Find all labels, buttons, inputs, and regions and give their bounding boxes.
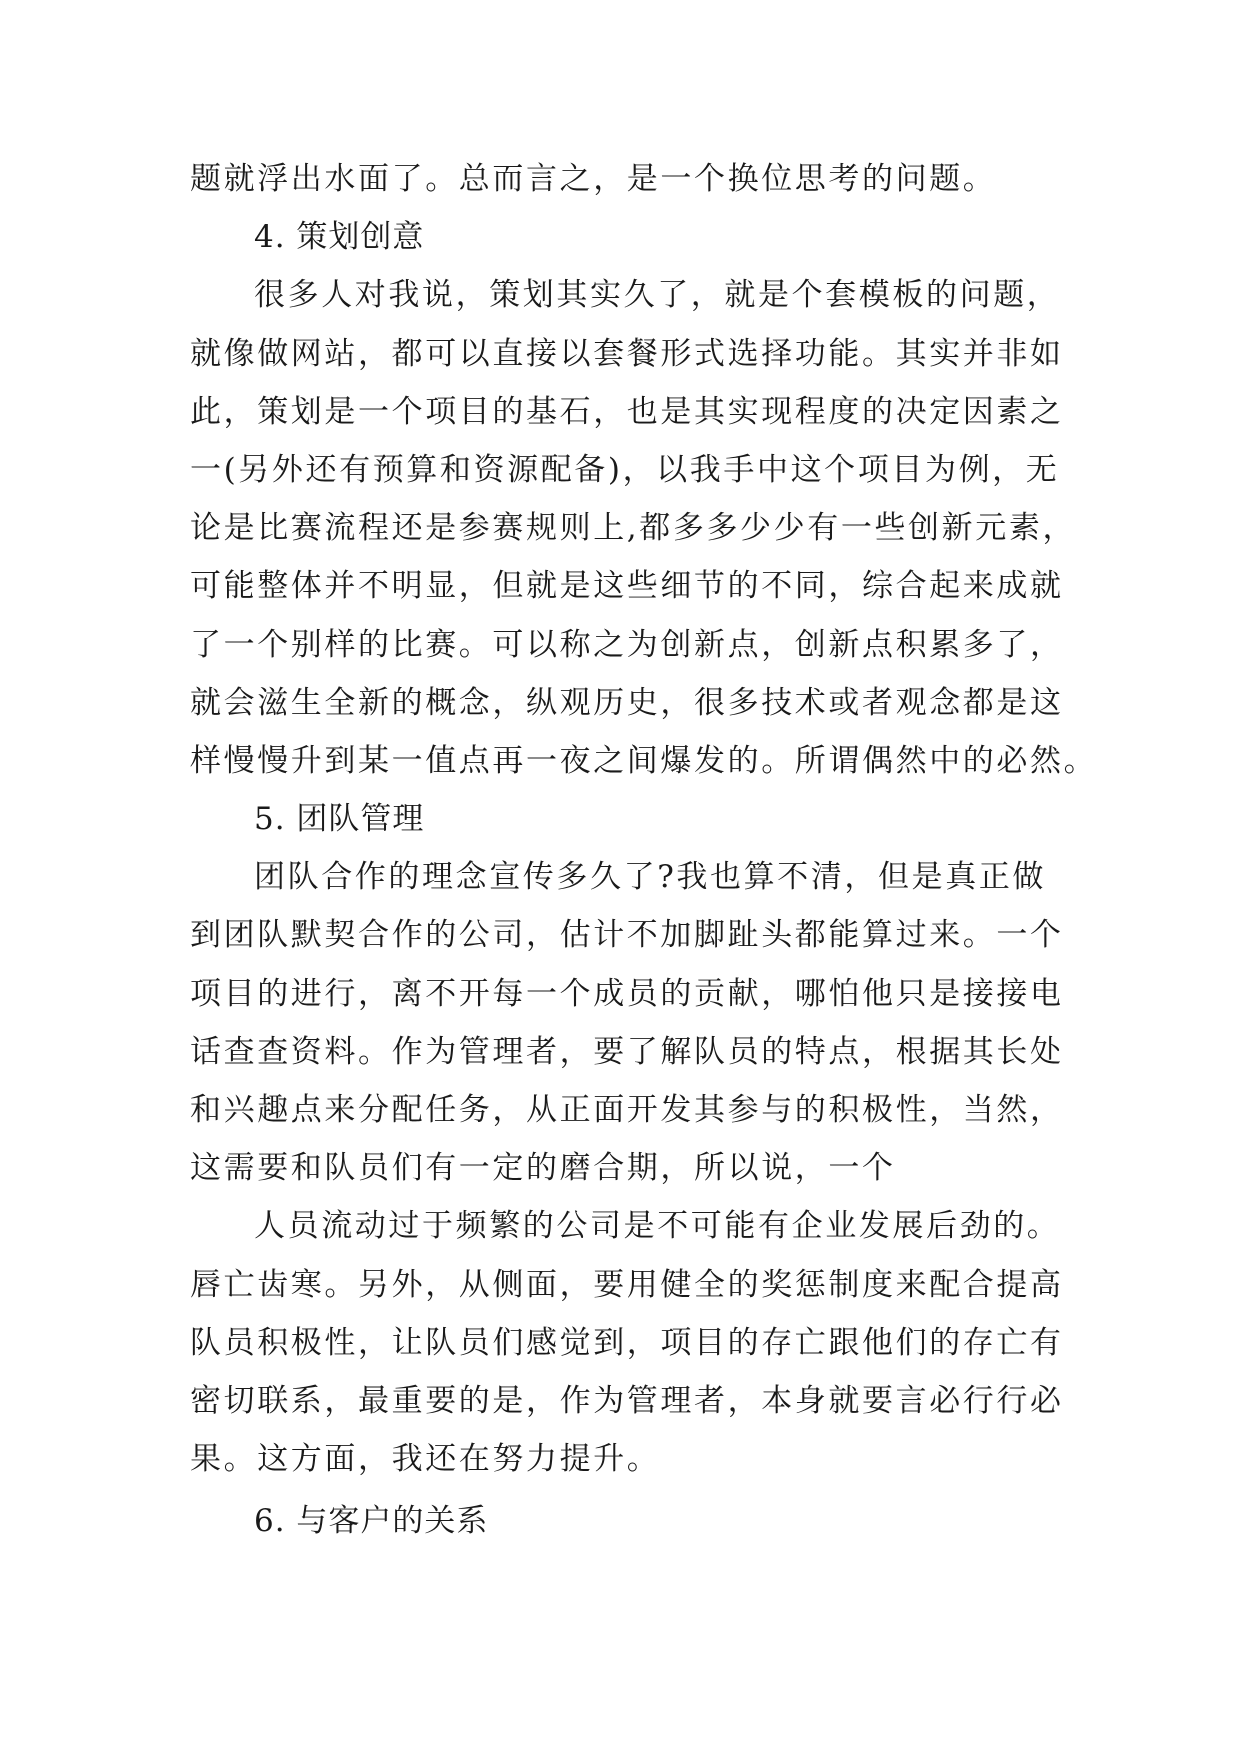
paragraph-line: 人员流动过于频繁的公司是不可能有企业发展后劲的。 [254, 1208, 1061, 1245]
paragraph-line: 就像做网站，都可以直接以套餐形式选择功能。其实并非如 [190, 335, 1064, 372]
paragraph-line: 到团队默契合作的公司，估计不加脚趾头都能算过来。一个 [190, 917, 1064, 954]
section-heading-6: 6. 与客户的关系 [254, 1503, 489, 1540]
paragraph-line: 样慢慢升到某一值点再一夜之间爆发的。所谓偶然中的必然。 [190, 742, 1098, 779]
section-heading-5: 5. 团队管理 [254, 801, 425, 838]
paragraph-line: 此，策划是一个项目的基石，也是其实现程度的决定因素之 [190, 393, 1064, 430]
paragraph-line: 果。这方面，我还在努力提升。 [190, 1441, 661, 1478]
paragraph-line: 论是比赛流程还是参赛规则上,都多多少少有一些创新元素， [190, 510, 1077, 547]
paragraph-line: 题就浮出水面了。总而言之，是一个换位思考的问题。 [190, 161, 997, 197]
paragraph-line: 项目的进行，离不开每一个成员的贡献，哪怕他只是接接电 [190, 975, 1064, 1012]
paragraph-line: 了一个别样的比赛。可以称之为创新点，创新点积累多了， [190, 626, 1064, 663]
document-body [190, 150, 1098, 1551]
paragraph-line: 很多人对我说，策划其实久了，就是个套模板的问题， [254, 277, 1061, 314]
paragraph-line: 话查查资料。作为管理者，要了解队员的特点，根据其长处 [190, 1033, 1064, 1070]
paragraph-line: 这需要和队员们有一定的磨合期，所以说，一个 [190, 1150, 896, 1187]
section-heading-4: 4. 策划创意 [254, 219, 425, 256]
paragraph-line: 和兴趣点来分配任务，从正面开发其参与的积极性，当然， [190, 1092, 1064, 1128]
paragraph-line: 可能整体并不明显，但就是这些细节的不同，综合起来成就 [190, 568, 1064, 605]
paragraph-line: 队员积极性，让队员们感觉到，项目的存亡跟他们的存亡有 [190, 1324, 1064, 1361]
paragraph-line: 一(另外还有预算和资源配备)，以我手中这个项目为例，无 [190, 451, 1060, 488]
paragraph-line: 唇亡齿寒。另外，从侧面，要用健全的奖惩制度来配合提高 [190, 1266, 1064, 1303]
paragraph-line: 团队合作的理念宣传多久了?我也算不清，但是真正做 [254, 859, 1047, 896]
paragraph-line: 密切联系，最重要的是，作为管理者，本身就要言必行行必 [190, 1382, 1064, 1419]
paragraph-line: 就会滋生全新的概念，纵观历史，很多技术或者观念都是这 [190, 684, 1064, 721]
